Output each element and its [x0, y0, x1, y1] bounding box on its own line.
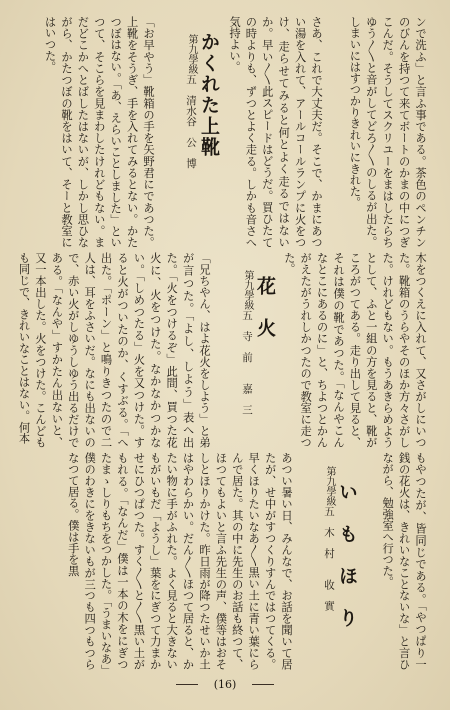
author-class: 第九學級 [242, 270, 253, 310]
story-heading-imohori [298, 452, 358, 670]
author-number: 五 [185, 74, 197, 95]
story-heading-hanabi [216, 252, 276, 448]
essay-continuation-left: さあ、これで大丈夫だ。そこで、かまにあつい湯を入れて、アールコールランプに火をつけ、走らせてみると何とよく走るではないか。早い〳〵此スピードはどうだ。買ひたての時よりも、ずつとよく走る。しかも音さへ気持よい。 [227, 16, 323, 248]
footer-rule-right [252, 684, 274, 685]
author-byline [322, 466, 336, 670]
author-number: 五 [241, 310, 253, 331]
author-class: 第九學級 [186, 34, 197, 74]
author-class: 第九學級 [324, 466, 335, 506]
story-title: い も ほ り [336, 482, 358, 629]
story-continuation: 木をつくえに入れて、又さがしにいつた。靴箱のうらやそのほか方々さがした。けれどもない。もうあきらめようとして、ふと一組の方を見ると、靴がころがつてある。走り出して見ると、それは僕の靴であつた。「なんやこんなとこにあるのに」と、ちよつとかんがえたがうれしかつたので教室に走つた。 [282, 252, 427, 448]
page-number-close-paren: ) [232, 678, 237, 691]
page-number-open-paren: ( [213, 678, 218, 691]
story-heading-kakureta-uwagutsu [160, 16, 220, 248]
author-name: 木 村 收 實 [323, 527, 335, 611]
page-number [0, 678, 450, 691]
story-title: かくれた上靴 [198, 32, 220, 158]
story-body: あつい暑い日、みんなで、お話を聞いて居たが、せ中がすつくりすんではつてくる。早くほりたいなあ〳〵黒い土に青い葉にらんで居た。其の中に先生のお話も終つて、ほつてもよいと言ふ先生の声、僕等はおそしとほりかけた。昨日雨が降つたせいか土はやわらかい。だん〳〵ほつて居ると、かたい物に手がふれた。よく見ると大きないもがいもだ「ようし」葉をにぎつて力まかせにひつぱつた。すく〳〵と〳〵黒い土がもれる。「なんだ」僕は一本の木をにぎつたまゝしりもちをつかした。「うまいなあ」僕のわきにをきないもが三つも四つもつらなつて居る。僕は手を黒 [66, 452, 293, 670]
story-title: 花 火 [254, 276, 276, 339]
author-number: 五 [323, 506, 335, 527]
author-byline [240, 270, 254, 448]
essay-continuation-right: ンで洗ふ」と言ふ事である。茶色のペンチンのびんを持つて来てボートのかまの中につぎこんだ。そうしてスクリユーをまはしたらちゆう〳〵と音がしてどろ〳〵のしるが出た。しまいにはすつかりきれいにきれた。 [348, 16, 427, 248]
author-byline [184, 34, 198, 248]
story-body: 「兄ちやん、はよ花火をしよう」と弟が言つた。「よし、しよう」表へ出た。「火をつけるぞ」此間、買つた花火に、火をつけた。なかなかつかない。「しめつたる」火を又つけた。すると火がついたのか、くすぶる。「へ出た。「ポーン」と鳴りきつたので二人は、耳をふさいだ。なにも出ないので、赤い火がしゆうしゆう出るだけである。「なんや」すかたん出ないと、又一本出した。火をつけた。こんどもも同じで、きれいなことはない。何本 [17, 252, 211, 448]
tier-3 [26, 452, 428, 670]
story-body: 「お早やう」靴箱の手を矢野君にであつた。上靴をそうぎ、手を入れてみるとない。かたつぼはない。「あ、えらいことしました」といつて、そこらを見まわしたけれどもない。まだどこかへとばしたはないが、しかし思ひながら、かたつぼの靴をはいて、そーと教室にはいつた。 [43, 16, 155, 248]
tier-1 [26, 16, 428, 248]
story-continuation: もやつたが、皆同じである。「やつぱり一銭の花火は、きれいなことないな」と言ひながら、勉強室へ行つた。 [381, 452, 427, 670]
author-name: 清水谷 公 博 [185, 95, 197, 169]
page-number-value: 16 [218, 678, 232, 691]
tier-2 [17, 252, 428, 448]
author-name: 寺 前 嘉 三 [241, 331, 253, 415]
